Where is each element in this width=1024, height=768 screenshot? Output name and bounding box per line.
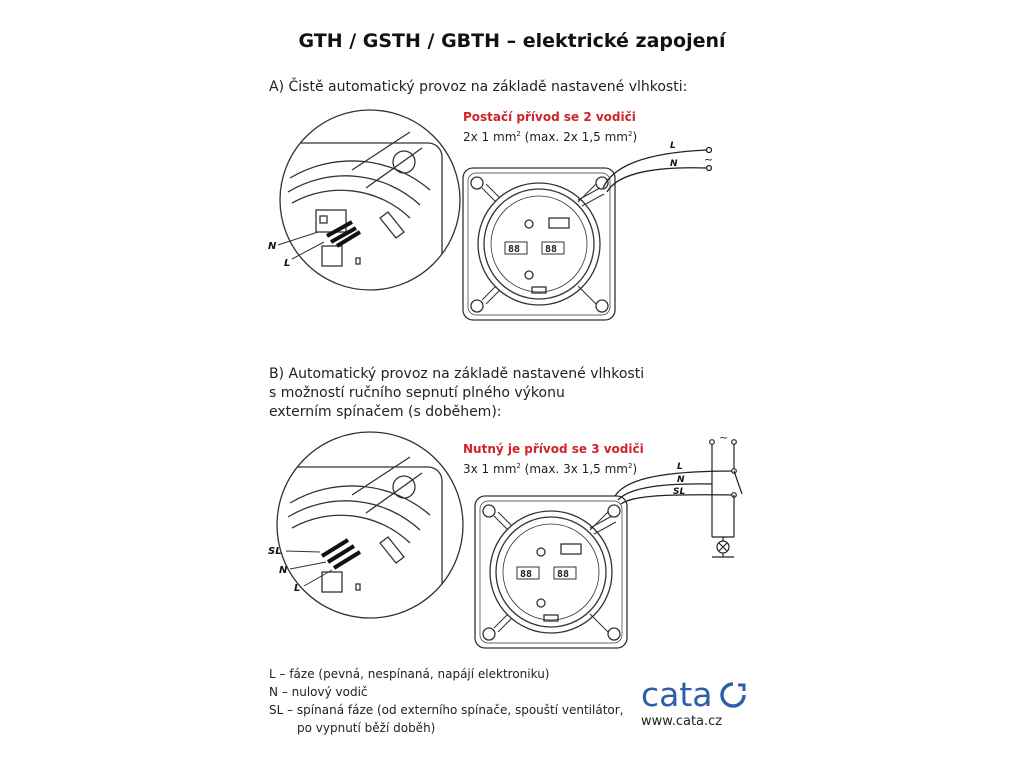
section-b-callout-n: N <box>279 565 288 576</box>
svg-text:88: 88 <box>545 244 558 255</box>
section-b-wire-label-n: N <box>677 475 685 485</box>
section-a-wire-label-l: L <box>670 141 676 151</box>
svg-text:88: 88 <box>508 244 521 255</box>
svg-text:88: 88 <box>557 569 570 580</box>
legend-item-l: L – fáze (pevná, nespínaná, napájí elektroniku) <box>269 667 550 681</box>
section-b-display-right <box>554 567 576 580</box>
section-a-zoom-detail <box>270 110 460 343</box>
section-b-callout-sl: SL <box>268 546 282 557</box>
section-a-display-left <box>505 242 527 255</box>
brand-name: cata <box>641 675 713 714</box>
section-b-zoom-detail <box>270 432 463 667</box>
section-b-callout-l: L <box>294 583 301 594</box>
section-b-fan-unit <box>475 496 627 648</box>
section-a-callout-l: L <box>284 258 291 269</box>
section-b-display-left <box>517 567 539 580</box>
section-a-callout-n: N <box>268 241 277 252</box>
section-a-fan-unit <box>463 168 615 320</box>
section-a-wire-label-n: N <box>670 159 678 169</box>
section-b-ac-symbol: ~ <box>719 431 729 444</box>
section-b-wire-label-sl: SL <box>673 487 686 497</box>
svg-text:88: 88 <box>520 569 533 580</box>
legend <box>269 665 624 737</box>
section-b-cable-requirement: Nutný je přívod se 3 vodiči <box>463 442 644 456</box>
section-a-supply-cable <box>603 148 712 193</box>
section-a-cable-requirement: Postačí přívod se 2 vodiči <box>463 110 636 124</box>
brand-swirl-icon <box>719 681 747 709</box>
section-a-display-right <box>542 242 564 255</box>
legend-item-sl: SL – spínaná fáze (od externího spínače, spouští ventilátor, <box>269 703 624 717</box>
section-a-heading: A) Čistě automatický provoz na základě nastavené vlhkosti: <box>269 79 688 95</box>
section-b-wire-label-l: L <box>677 462 683 472</box>
brand-url: www.cata.cz <box>641 714 723 729</box>
section-b-heading: B) Automatický provoz na základě nastavené vlhkosti s možností ručního sepnutí plného výkonu externím spínačem (s doběhem): <box>269 366 645 420</box>
cata-logo <box>641 675 747 714</box>
section-a-cable-spec: 2x 1 $mm^2$ (max. 2x 1,5 $mm^2$) <box>463 130 638 144</box>
section-b-cable-spec: 3x 1 $mm^2$ (max. 3x 1,5 $mm^2$) <box>463 462 638 476</box>
legend-item-n: N – nulový vodič <box>269 685 368 699</box>
section-a-ac-symbol: ~ <box>704 153 714 166</box>
section-b-external-switch <box>710 440 742 557</box>
legend-item-sl-continuation: po vypnutí běží doběh) <box>297 721 436 735</box>
page-title: GTH / GSTH / GBTH – elektrické zapojení <box>298 30 726 52</box>
